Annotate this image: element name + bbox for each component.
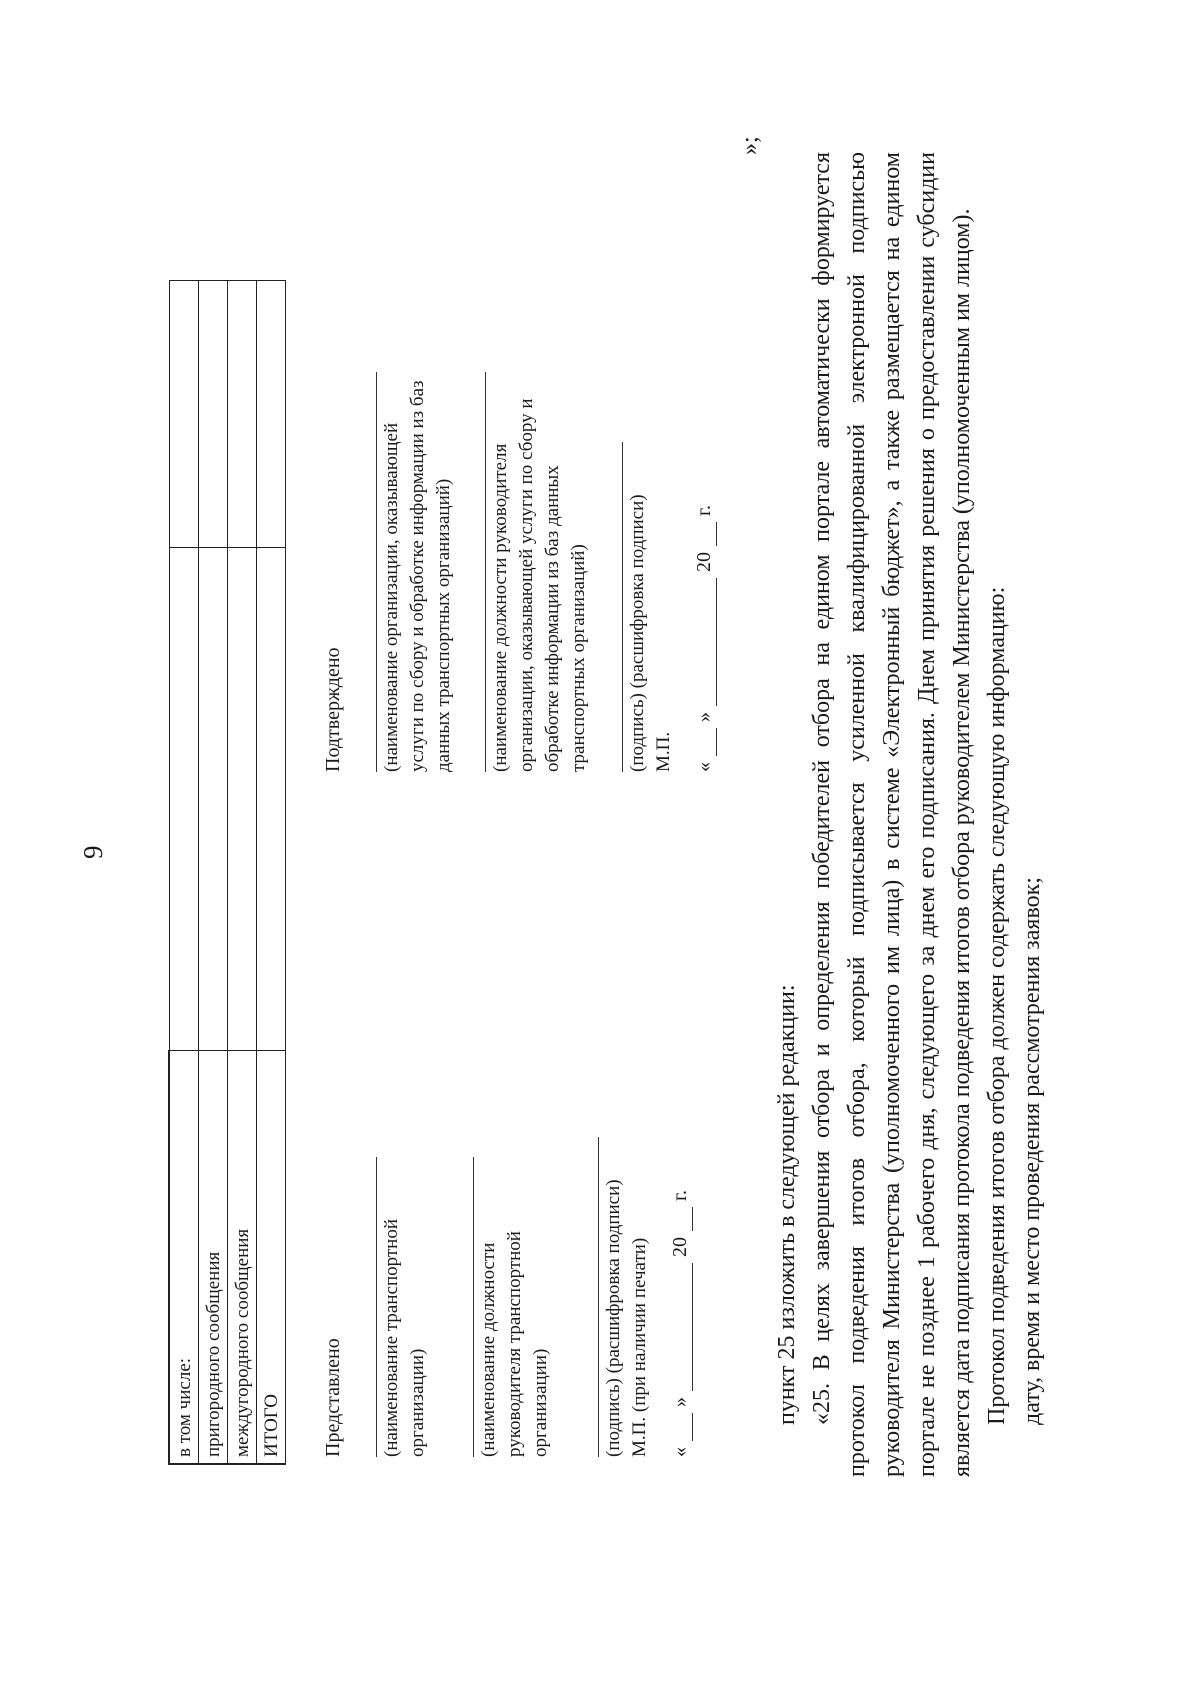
right-signature: (подпись) (расшифровка подписи) bbox=[622, 442, 651, 772]
table-cell bbox=[169, 281, 199, 548]
summary-table bbox=[168, 280, 286, 1465]
left-signature: (подпись) (расшифровка подписи) bbox=[598, 1137, 627, 1457]
table-cell bbox=[257, 281, 286, 548]
right-date bbox=[691, 352, 717, 772]
table-cell-label: междугородного сообщения bbox=[228, 1051, 257, 1465]
left-date-open: « bbox=[669, 1447, 691, 1457]
left-date-month-blank bbox=[672, 1263, 693, 1391]
table-cell-label: в том числе: bbox=[169, 1051, 199, 1465]
left-stamp: М.П. (при наличии печати) bbox=[629, 1237, 650, 1457]
body-paragraph-2: Протокол подведения итогов отбора должен содержать следующую информацию: bbox=[984, 586, 1010, 1425]
left-date bbox=[667, 1127, 693, 1457]
table-cell bbox=[257, 548, 286, 1051]
left-date-day-blank bbox=[672, 1413, 693, 1441]
body-intro: пункт 25 изложить в следующей редакции: bbox=[774, 984, 800, 1425]
left-date-mid: » bbox=[669, 1397, 691, 1407]
right-date-suffix: г. bbox=[693, 505, 715, 516]
table-cell bbox=[228, 548, 257, 1051]
right-org-name: (наименование организации, оказывающей услуги по сбору и обработке информации из баз данных транспортных организаций) bbox=[376, 372, 457, 772]
table-row bbox=[199, 281, 228, 1465]
left-signature-block bbox=[320, 1127, 693, 1457]
right-position: (наименование должности руководителя организации, оказывающей услуги по сбору и обработке информации из баз данных транспортных организаций) bbox=[485, 372, 592, 772]
page-number: 9 bbox=[78, 845, 108, 859]
left-date-year: 20 bbox=[669, 1237, 691, 1257]
table-cell bbox=[199, 548, 228, 1051]
quote-end-mark: »; bbox=[737, 136, 763, 155]
right-date-mid: » bbox=[693, 712, 715, 722]
body-paragraph-1: «25. В целях завершения отбора и определения победителей отбора на едином портале автоматически формируется протокол подведения итогов отбора, который подписывается усиленной квалифицированной электронной подписью руководителя Министерства (уполномоченного им лица) в системе «Электронный бюджет», а также размещается на едином портале не позднее 1 рабочего дня, следующего за днем его подписания. Днем принятия решения о предоставлении субсидии является дата подписания протокола подведения итогов отбора руководителем Министерства (уполномоченным им лицом). bbox=[809, 152, 975, 1477]
table-cell bbox=[169, 548, 199, 1051]
table-cell bbox=[199, 281, 228, 548]
right-stamp: М.П. bbox=[653, 731, 674, 772]
table-cell bbox=[228, 281, 257, 548]
body-paragraph-3: дату, время и место проведения рассмотрения заявок; bbox=[1019, 877, 1045, 1425]
table-row bbox=[228, 281, 257, 1465]
right-signature-block bbox=[320, 352, 717, 772]
right-date-month-blank bbox=[696, 578, 717, 706]
right-date-year: 20 bbox=[693, 552, 715, 572]
left-date-suffix: г. bbox=[669, 1190, 691, 1201]
right-date-year-blank bbox=[696, 522, 717, 546]
right-header: Подтверждено bbox=[322, 647, 344, 772]
right-date-day-blank bbox=[696, 728, 717, 756]
left-position: (наименование должности руководителя транспортной организации) bbox=[473, 1157, 554, 1457]
table-cell-label: ИТОГО bbox=[257, 1051, 286, 1465]
table-cell-label: пригородного сообщения bbox=[199, 1051, 228, 1465]
left-header: Представлено bbox=[322, 1338, 344, 1457]
left-date-year-blank bbox=[672, 1207, 693, 1231]
table-row bbox=[257, 281, 286, 1465]
body-text bbox=[770, 152, 1050, 1477]
left-org-name: (наименование транспортной организации) bbox=[376, 1157, 431, 1457]
right-date-open: « bbox=[693, 762, 715, 772]
table-row bbox=[169, 281, 199, 1465]
